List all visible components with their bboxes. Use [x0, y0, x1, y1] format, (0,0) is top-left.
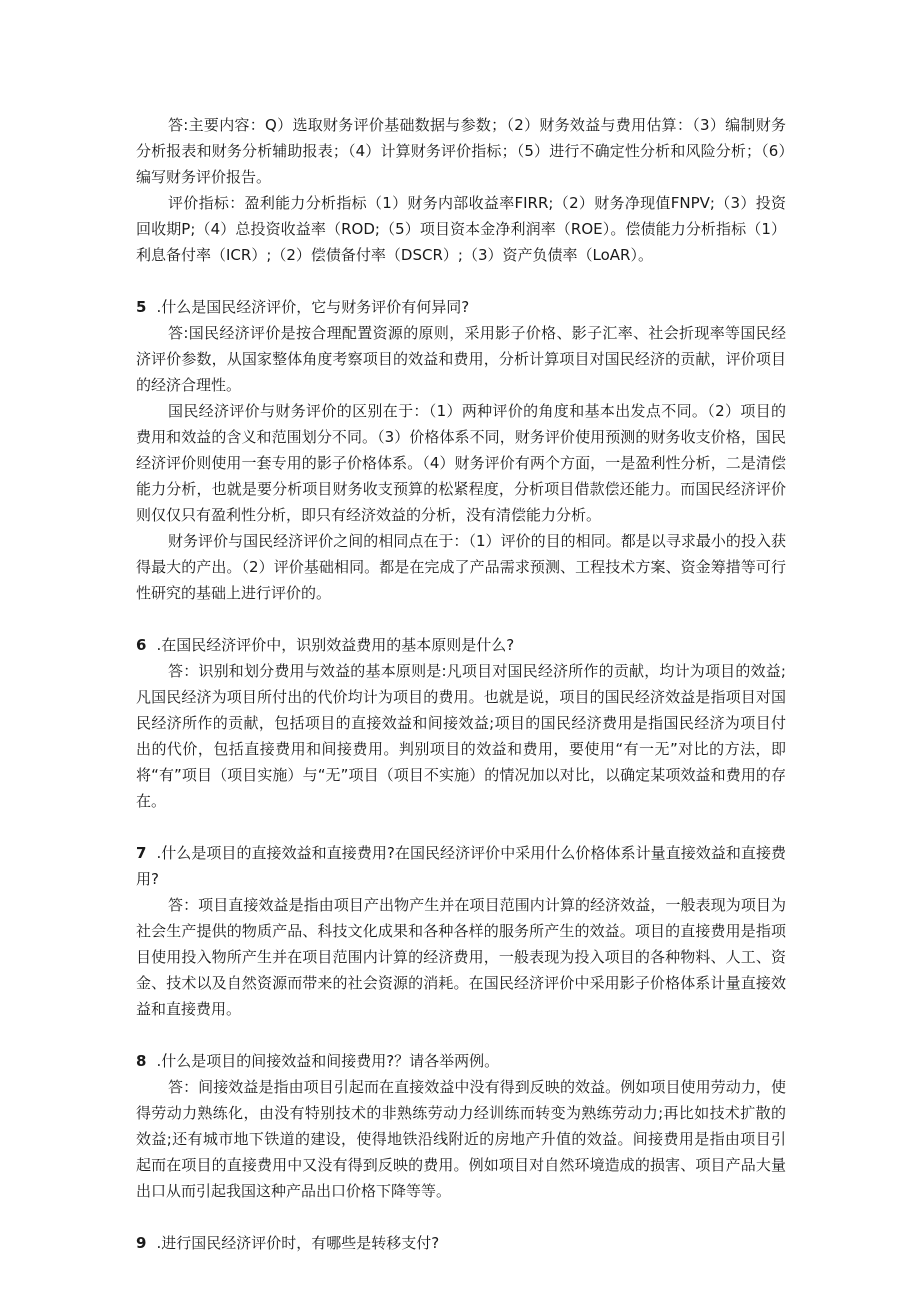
question-text: .什么是项目的间接效益和间接费用?？请各举两例。 — [156, 1052, 500, 1070]
paragraph: 国民经济评价与财务评价的区别在于：（1）两种评价的角度和基本出发点不同。（2）项目的费用和效益的含义和范围划分不同。（3）价格体系不同，财务评价使用预测的财务收支价格，国民经济评价则使用一套专用的影子价格体系。（4）财务评价有两个方面，一是盈利性分析，二是清偿能力分析，也就是要分析项目财务收支预算的松紧程度，分析项目借款偿还能力。而国民经济评价则仅仅只有盈利性分析，即只有经济效益的分析，没有清偿能力分析。 — [136, 402, 786, 524]
paragraph: 财务评价与国民经济评价之间的相同点在于：（1）评价的目的相同。都是以寻求最小的投入获得最大的产出。（2）评价基础相同。都是在完成了产品需求预测、工程技术方案、资金筹措等可行性研究的基础上进行评价的。 — [136, 532, 786, 602]
section-q5 — [136, 294, 786, 606]
section-divider-space — [136, 606, 786, 632]
question-number: 7 — [136, 844, 147, 862]
paragraph: 答：项目直接效益是指由项目产出物产生并在项目范围内计算的经济效益，一般表现为项目为社会生产提供的物质产品、科技文化成果和各种各样的服务所产生的效益。项目的直接费用是指项目使用投入物所产生并在项目范围内计算的经济费用，一般表现为投入项目的各种物料、人工、资金、技术以及自然资源而带来的社会资源的消耗。在国民经济评价中采用影子价格体系计量直接效益和直接费用。 — [136, 896, 786, 1018]
paragraph: 答:主要内容：Q）选取财务评价基础数据与参数；（2）财务效益与费用估算：（3）编制财务分析报表和财务分析辅助报表；（4）计算财务评价指标；（5）进行不确定性分析和风险分析；（6）编写财务评价报告。 — [136, 116, 786, 186]
section-divider-space — [136, 268, 786, 294]
question-number: 8 — [136, 1052, 147, 1070]
section-divider-space — [136, 1204, 786, 1230]
question-text: .什么是国民经济评价，它与财务评价有何异同? — [156, 298, 470, 316]
section-divider-space — [136, 814, 786, 840]
question-number: 5 — [136, 298, 147, 316]
section-divider-space — [136, 1022, 786, 1048]
question-number: 6 — [136, 636, 147, 654]
question-heading — [136, 1230, 786, 1256]
paragraph: 答：间接效益是指由项目引起而在直接效益中没有得到反映的效益。例如项目使用劳动力，使得劳动力熟练化，由没有特别技术的非熟练劳动力经训练而转变为熟练劳动力;再比如技术扩散的效益;还有城市地下铁道的建设，使得地铁沿线附近的房地产升值的效益。间接费用是指由项目引起而在项目的直接费用中又没有得到反映的费用。例如项目对自然环境造成的损害、项目产品大量出口从而引起我国这种产品出口价格下降等等。 — [136, 1078, 786, 1200]
question-heading — [136, 1048, 786, 1074]
question-text: .什么是项目的直接效益和直接费用?在国民经济评价中采用什么价格体系计量直接效益和直接费用? — [136, 844, 786, 888]
document-page — [136, 112, 786, 1256]
paragraph: 答:国民经济评价是按合理配置资源的原则，采用影子价格、影子汇率、社会折现率等国民经济评价参数，从国家整体角度考察项目的效益和费用，分析计算项目对国民经济的贡献，评价项目的经济合理性。 — [136, 324, 786, 394]
section-q8 — [136, 1048, 786, 1204]
section-intro — [136, 112, 786, 268]
question-heading — [136, 294, 786, 320]
question-number: 9 — [136, 1234, 147, 1252]
paragraph: 评价指标：盈利能力分析指标（1）财务内部收益率FIRR;（2）财务净现值FNPV;（3）投资回收期P;（4）总投资收益率（ROD;（5）项目资本金净利润率（ROE）。偿债能力分析指标（1）利息备付率（ICR）;（2）偿债备付率（DSCR）;（3）资产负债率（LoAR）。 — [136, 194, 786, 264]
question-text: .进行国民经济评价时，有哪些是转移支付? — [156, 1234, 440, 1252]
section-q6 — [136, 632, 786, 814]
question-heading — [136, 632, 786, 658]
section-q9 — [136, 1230, 786, 1256]
paragraph: 答：识别和划分费用与效益的基本原则是:凡项目对国民经济所作的贡献，均计为项目的效益;凡国民经济为项目所付出的代价均计为项目的费用。也就是说，项目的国民经济效益是指项目对国民经济所作的贡献，包括项目的直接效益和间接效益;项目的国民经济费用是指国民经济为项目付出的代价，包括直接费用和间接费用。判别项目的效益和费用，要使用“有一无”对比的方法，即将“有”项目（项目实施）与“无”项目（项目不实施）的情况加以对比，以确定某项效益和费用的存在。 — [136, 662, 786, 810]
question-text: .在国民经济评价中，识别效益费用的基本原则是什么? — [156, 636, 515, 654]
question-heading — [136, 840, 786, 892]
section-q7 — [136, 840, 786, 1022]
